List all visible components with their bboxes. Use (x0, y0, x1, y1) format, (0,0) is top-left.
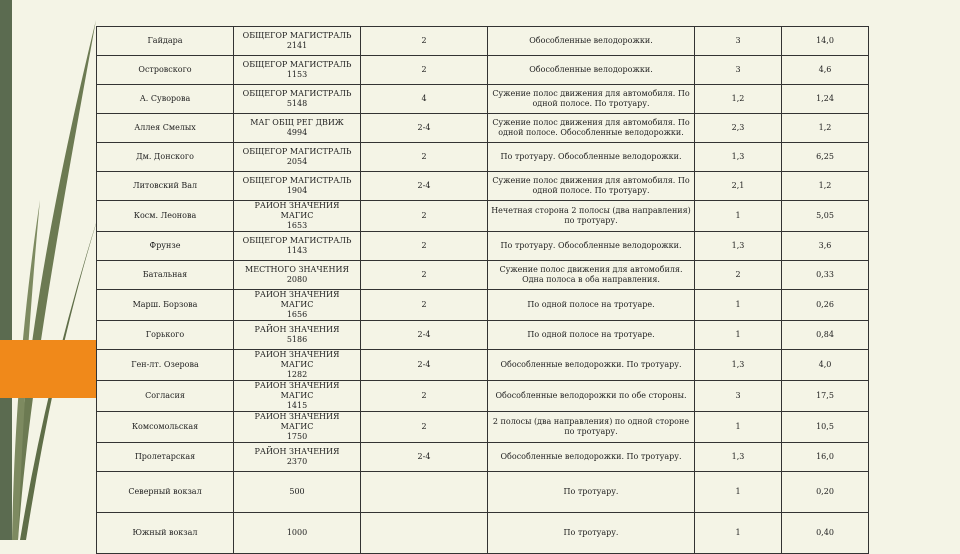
road-category: МЕСТНОГО ЗНАЧЕНИЯ (245, 265, 349, 274)
solution-cell: По тротуару. Обособленные велодорожки. (488, 232, 695, 261)
lanes-cell: 2 (361, 412, 488, 443)
table-row (97, 412, 869, 443)
value-a-cell: 2 (695, 261, 782, 290)
table-row (97, 381, 869, 412)
solution-cell: Обособленные велодорожки по обе стороны. (488, 381, 695, 412)
lanes-cell: 2 (361, 27, 488, 56)
solution-cell: Обособленные велодорожки. (488, 27, 695, 56)
value-b-cell: 1,2 (782, 172, 869, 201)
value-a-cell: 1 (695, 412, 782, 443)
road-category-cell (234, 261, 361, 290)
value-b-cell: 0,33 (782, 261, 869, 290)
lanes-cell: 2-4 (361, 321, 488, 350)
value-a-cell: 1,3 (695, 232, 782, 261)
table-row (97, 350, 869, 381)
solution-cell: 2 полосы (два направления) по одной стороне по тротуару. (488, 412, 695, 443)
road-code: 1904 (286, 186, 308, 195)
road-category: ОБЩЕГОР МАГИСТРАЛЬ (242, 176, 352, 185)
value-b-cell: 4,6 (782, 56, 869, 85)
table-row (97, 85, 869, 114)
value-a-cell: 3 (695, 27, 782, 56)
road-code: 1750 (286, 432, 308, 441)
street-name: Батальная (97, 261, 234, 290)
table-row (97, 114, 869, 143)
solution-cell: Обособленные велодорожки. (488, 56, 695, 85)
highlight-tab (0, 340, 96, 398)
table-row (97, 143, 869, 172)
road-code: 2141 (286, 41, 308, 50)
street-name: Горького (97, 321, 234, 350)
table-row (97, 290, 869, 321)
solution-cell: По одной полосе на тротуаре. (488, 321, 695, 350)
road-category-cell (234, 27, 361, 56)
road-category: ОБЩЕГОР МАГИСТРАЛЬ (242, 89, 352, 98)
value-a-cell: 1 (695, 513, 782, 554)
bike-lanes-table (96, 26, 869, 554)
value-b-cell: 6,25 (782, 143, 869, 172)
value-b-cell: 4,0 (782, 350, 869, 381)
road-category-cell (234, 290, 361, 321)
road-category-cell (234, 114, 361, 143)
lanes-cell: 2 (361, 261, 488, 290)
value-a-cell: 1,2 (695, 85, 782, 114)
lanes-cell: 2-4 (361, 114, 488, 143)
table-row (97, 513, 869, 554)
street-name: Косм. Леонова (97, 201, 234, 232)
value-b-cell: 16,0 (782, 443, 869, 472)
value-b-cell: 0,20 (782, 472, 869, 513)
value-a-cell: 1 (695, 290, 782, 321)
table-row (97, 261, 869, 290)
road-code: 4994 (286, 128, 308, 137)
lanes-cell: 2 (361, 232, 488, 261)
table-row (97, 232, 869, 261)
solution-cell: Сужение полос движения для автомобиля. По одной полосе. Обособленные велодорожки. (488, 114, 695, 143)
value-b-cell: 0,84 (782, 321, 869, 350)
road-category-cell (234, 232, 361, 261)
lanes-cell: 2 (361, 143, 488, 172)
value-b-cell: 17,5 (782, 381, 869, 412)
solution-cell: Сужение полос движения для автомобиля. Одна полоса в оба направления. (488, 261, 695, 290)
value-a-cell: 2,1 (695, 172, 782, 201)
table-row (97, 443, 869, 472)
road-category: РАЙОН ЗНАЧЕНИЯ МАГИС (254, 350, 340, 369)
solution-cell: Обособленные велодорожки. По тротуару. (488, 350, 695, 381)
street-name: А. Суворова (97, 85, 234, 114)
solution-cell: По тротуару. Обособленные велодорожки. (488, 143, 695, 172)
value-b-cell: 5,05 (782, 201, 869, 232)
street-name: Гайдара (97, 27, 234, 56)
value-b-cell: 0,26 (782, 290, 869, 321)
lanes-cell: 2 (361, 290, 488, 321)
value-b-cell: 14,0 (782, 27, 869, 56)
solution-cell: По тротуару. (488, 472, 695, 513)
solution-cell: Сужение полос движения для автомобиля. По одной полосе. По тротуару. (488, 85, 695, 114)
road-code: 1415 (286, 401, 308, 410)
solution-cell: Сужение полос движения для автомобиля. По одной полосе. По тротуару. (488, 172, 695, 201)
street-name: Пролетарская (97, 443, 234, 472)
road-category-cell (234, 472, 361, 513)
road-category-cell (234, 381, 361, 412)
lanes-cell: 2 (361, 56, 488, 85)
table-row (97, 172, 869, 201)
lanes-cell (361, 472, 488, 513)
road-category: ОБЩЕГОР МАГИСТРАЛЬ (242, 31, 352, 40)
table-row (97, 321, 869, 350)
road-category: РАЙОН ЗНАЧЕНИЯ МАГИС (254, 381, 340, 400)
street-name: Островского (97, 56, 234, 85)
street-name: Южный вокзал (97, 513, 234, 554)
table-row (97, 201, 869, 232)
street-name: Фрунзе (97, 232, 234, 261)
road-category-cell (234, 85, 361, 114)
road-category-cell (234, 443, 361, 472)
road-code: 5148 (286, 99, 308, 108)
street-name: Северный вокзал (97, 472, 234, 513)
lanes-cell: 4 (361, 85, 488, 114)
street-name: Комсомольская (97, 412, 234, 443)
road-category-cell (234, 201, 361, 232)
table-row (97, 27, 869, 56)
road-code: 1143 (286, 246, 308, 255)
value-a-cell: 1,3 (695, 143, 782, 172)
road-category-cell (234, 56, 361, 85)
lanes-cell: 2-4 (361, 172, 488, 201)
lanes-cell: 2-4 (361, 350, 488, 381)
road-category: РАЙОН ЗНАЧЕНИЯ (254, 325, 340, 334)
road-code: 5186 (286, 335, 308, 344)
road-category-cell (234, 412, 361, 443)
road-category-cell (234, 321, 361, 350)
road-category-cell (234, 172, 361, 201)
road-code: 1656 (286, 310, 308, 319)
street-name: Литовский Вал (97, 172, 234, 201)
road-category-cell (234, 513, 361, 554)
lanes-cell: 2-4 (361, 443, 488, 472)
road-category: РАЙОН ЗНАЧЕНИЯ (254, 447, 340, 456)
lanes-cell: 2 (361, 381, 488, 412)
solution-cell: По тротуару. (488, 513, 695, 554)
value-a-cell: 1 (695, 201, 782, 232)
road-category: РАЙОН ЗНАЧЕНИЯ МАГИС (254, 412, 340, 431)
road-category: МАГ ОБЩ РЕГ ДВИЖ (250, 118, 344, 127)
road-category: РАЙОН ЗНАЧЕНИЯ МАГИС (254, 290, 340, 309)
lanes-cell (361, 513, 488, 554)
road-category: ОБЩЕГОР МАГИСТРАЛЬ (242, 60, 352, 69)
road-category-cell (234, 350, 361, 381)
road-code: 1653 (286, 221, 308, 230)
value-b-cell: 0,40 (782, 513, 869, 554)
solution-cell: Обособленные велодорожки. По тротуару. (488, 443, 695, 472)
road-category: РАЙОН ЗНАЧЕНИЯ МАГИС (254, 201, 340, 220)
road-code: 1153 (286, 70, 308, 79)
table-row (97, 472, 869, 513)
value-b-cell: 10,5 (782, 412, 869, 443)
road-category: ОБЩЕГОР МАГИСТРАЛЬ (242, 236, 352, 245)
road-code: 2080 (286, 275, 308, 284)
value-b-cell: 3,6 (782, 232, 869, 261)
value-a-cell: 3 (695, 56, 782, 85)
value-a-cell: 1 (695, 321, 782, 350)
value-a-cell: 1,3 (695, 443, 782, 472)
street-name: Марш. Борзова (97, 290, 234, 321)
road-category: ОБЩЕГОР МАГИСТРАЛЬ (242, 147, 352, 156)
value-b-cell: 1,24 (782, 85, 869, 114)
value-a-cell: 2,3 (695, 114, 782, 143)
lanes-cell: 2 (361, 201, 488, 232)
value-b-cell: 1,2 (782, 114, 869, 143)
solution-cell: По одной полосе на тротуаре. (488, 290, 695, 321)
road-code: 500 (289, 487, 305, 496)
road-category-cell (234, 143, 361, 172)
road-code: 2054 (286, 157, 308, 166)
road-code: 2370 (286, 457, 308, 466)
solution-cell: Нечетная сторона 2 полосы (два направления) по тротуару. (488, 201, 695, 232)
street-name: Ген-лт. Озерова (97, 350, 234, 381)
value-a-cell: 3 (695, 381, 782, 412)
street-name: Согласия (97, 381, 234, 412)
road-code: 1000 (286, 528, 308, 537)
table-row (97, 56, 869, 85)
street-name: Дм. Донского (97, 143, 234, 172)
street-name: Аллея Смелых (97, 114, 234, 143)
value-a-cell: 1,3 (695, 350, 782, 381)
road-code: 1282 (286, 370, 308, 379)
value-a-cell: 1 (695, 472, 782, 513)
